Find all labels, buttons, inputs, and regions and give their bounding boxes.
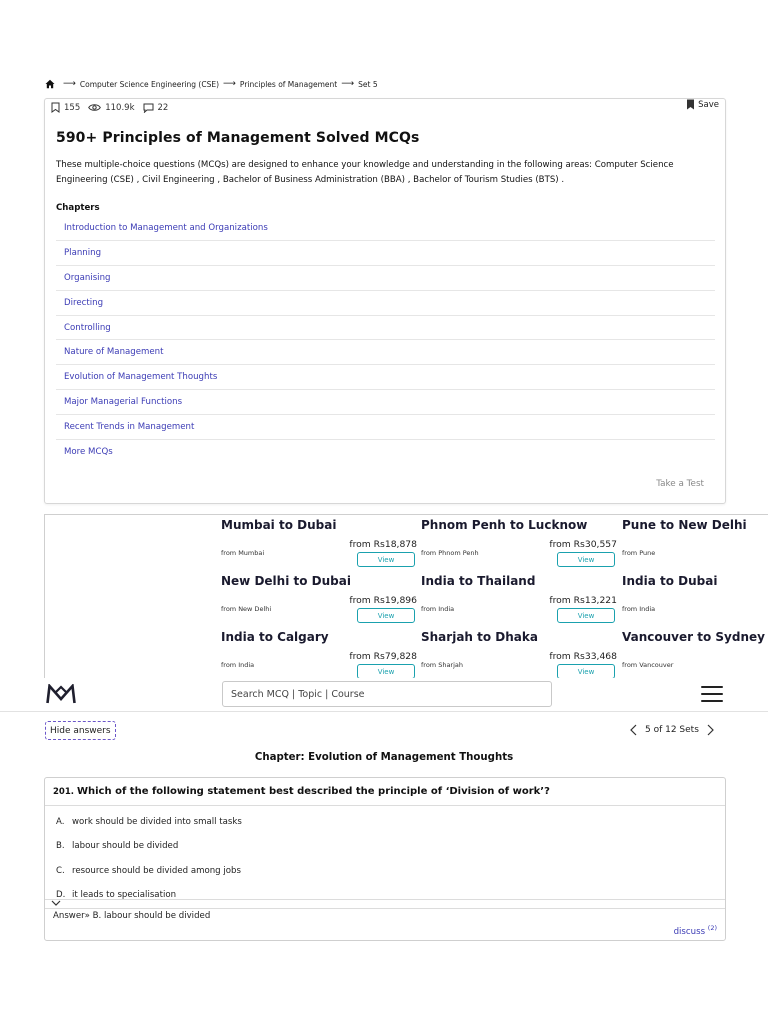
ad-route-origin: from India: [622, 605, 656, 613]
ad-route-price: from Rs18,878: [349, 539, 417, 550]
ad-route-card[interactable]: [221, 571, 417, 627]
ad-route-card[interactable]: [421, 627, 617, 678]
chapter-item: [56, 241, 715, 266]
view-count-value: 110.9k: [105, 102, 135, 113]
site-header: [0, 678, 768, 712]
chapter-link[interactable]: Directing: [64, 297, 104, 308]
comment-icon: [143, 103, 154, 113]
search-input[interactable]: [222, 681, 552, 707]
option-item[interactable]: [56, 834, 242, 858]
breadcrumb-separator: ⟶: [223, 79, 236, 89]
ad-route-title: Vancouver to Sydney: [622, 630, 765, 644]
site-logo-icon[interactable]: [46, 684, 76, 704]
ad-route-price: from Rs79,828: [349, 651, 417, 662]
chapter-link[interactable]: Evolution of Management Thoughts: [64, 372, 218, 383]
chapter-link[interactable]: Recent Trends in Management: [64, 422, 195, 433]
ad-route-card[interactable]: [622, 627, 768, 678]
discuss-count: (2): [707, 924, 717, 932]
question-header: [45, 778, 725, 806]
take-a-test-button[interactable]: Take a Test: [656, 479, 704, 489]
ad-view-button[interactable]: View: [357, 552, 415, 567]
option-letter: B.: [56, 841, 65, 852]
bookmark-count-value: 155: [64, 102, 81, 113]
ad-route-price: from Rs19,896: [349, 595, 417, 606]
chevron-right-icon: [707, 724, 714, 736]
page-title: 590+ Principles of Management Solved MCQs: [56, 130, 420, 146]
answer-toggle[interactable]: [45, 899, 725, 909]
option-text: labour should be divided: [72, 841, 179, 852]
view-count: [88, 103, 134, 113]
bookmark-filled-icon: [686, 99, 695, 110]
save-label: Save: [698, 99, 719, 110]
ad-route-price: from Rs13,221: [549, 595, 617, 606]
chapter-link[interactable]: Nature of Management: [64, 347, 164, 358]
ad-route-price: from Rs33,468: [549, 651, 617, 662]
save-button[interactable]: [686, 99, 719, 110]
ad-route-card[interactable]: [622, 515, 768, 571]
ad-view-button[interactable]: View: [557, 608, 615, 623]
comment-count[interactable]: [143, 103, 169, 113]
ad-route-origin: from Phnom Penh: [421, 549, 479, 557]
discuss-label: discuss: [673, 926, 706, 937]
option-text: resource should be divided among jobs: [72, 865, 241, 876]
option-letter: C.: [56, 865, 65, 876]
breadcrumb-separator: ⟶: [63, 79, 76, 89]
ad-view-button[interactable]: View: [357, 664, 415, 678]
ad-route-title: India to Calgary: [221, 630, 329, 644]
ad-route-card[interactable]: [421, 571, 617, 627]
ad-route-origin: from India: [421, 605, 455, 613]
more-mcqs-link[interactable]: More MCQs: [64, 447, 113, 458]
chapter-link[interactable]: Introduction to Management and Organizations: [64, 222, 268, 233]
chapter-item: [56, 316, 715, 341]
chevron-left-icon: [630, 724, 637, 736]
flight-ad-banner: [44, 514, 768, 678]
ad-route-price: from Rs30,557: [549, 539, 617, 550]
breadcrumb-separator: ⟶: [341, 79, 355, 89]
question-text: Which of the following statement best described the principle of ‘Division of work’?: [76, 786, 550, 797]
eye-icon: [88, 103, 101, 112]
next-set-button[interactable]: [705, 723, 717, 737]
ad-view-button[interactable]: View: [557, 552, 615, 567]
set-pager: [627, 723, 717, 737]
chapter-link[interactable]: Organising: [64, 272, 111, 283]
ad-route-title: Sharjah to Dhaka: [421, 630, 538, 644]
mcq-set-card: [44, 98, 726, 504]
chapter-item: [56, 390, 715, 415]
ad-route-card[interactable]: [622, 571, 768, 627]
ad-route-card[interactable]: [221, 627, 417, 678]
comment-count-value: 22: [157, 102, 169, 113]
hamburger-menu-icon[interactable]: [701, 686, 723, 702]
option-letter: D.: [56, 890, 66, 901]
chapter-heading: Chapter: Evolution of Management Thoughts: [254, 752, 514, 763]
chapter-link[interactable]: Controlling: [64, 322, 111, 333]
chapter-link[interactable]: Major Managerial Functions: [64, 397, 183, 408]
breadcrumb-item-principles[interactable]: Principles of Management: [239, 79, 338, 89]
option-item[interactable]: [56, 810, 242, 834]
option-text: work should be divided into small tasks: [72, 817, 242, 828]
stats-bar: [51, 102, 176, 113]
previous-set-button[interactable]: [627, 723, 639, 737]
ad-route-title: New Delhi to Dubai: [221, 574, 351, 588]
ad-view-button[interactable]: View: [557, 664, 615, 678]
hide-answers-button[interactable]: Hide answers: [45, 721, 116, 740]
breadcrumb-item-cse[interactable]: Computer Science Engineering (CSE): [79, 79, 220, 89]
ad-route-card[interactable]: [421, 515, 617, 571]
ad-route-title: India to Thailand: [421, 574, 536, 588]
ad-view-button[interactable]: View: [357, 608, 415, 623]
chapter-item: [56, 291, 715, 316]
ad-route-origin: from Sharjah: [421, 661, 464, 669]
ad-route-origin: from Mumbai: [221, 549, 265, 557]
ad-route-origin: from Pune: [622, 549, 656, 557]
ad-route-origin: from Vancouver: [622, 661, 674, 669]
option-letter: A.: [56, 817, 65, 828]
question-number: 201.: [53, 786, 74, 797]
chevron-down-icon: [51, 900, 61, 907]
chapter-item: [56, 415, 715, 440]
answer-text: Answer» B. labour should be divided: [53, 911, 211, 921]
breadcrumb: [45, 78, 378, 90]
ad-route-card[interactable]: [221, 515, 417, 571]
ad-route-title: Pune to New Delhi: [622, 518, 747, 532]
chapters-heading: Chapters: [56, 203, 100, 213]
page-description: These multiple-choice questions (MCQs) are designed to enhance your knowledge and understanding in the following areas: Computer Science Engineering (CSE) , Civil Engineering , Bachelor of Business Administration (BBA) , Bachelor of Tourism Studies (BTS) .: [56, 160, 674, 185]
chapter-item: [56, 340, 715, 365]
option-text: it leads to specialisation: [72, 890, 177, 901]
chapter-item: [56, 216, 715, 241]
home-icon[interactable]: [45, 79, 55, 89]
pager-text: 5 of 12 Sets: [645, 725, 699, 735]
ad-route-title: Phnom Penh to Lucknow: [421, 518, 588, 532]
ad-route-origin: from New Delhi: [221, 605, 272, 613]
breadcrumb-item-set[interactable]: Set 5: [358, 79, 378, 89]
option-list: [56, 810, 242, 907]
chapter-link[interactable]: Planning: [64, 247, 102, 258]
option-item[interactable]: [56, 859, 242, 883]
chapter-item: [56, 266, 715, 291]
bookmark-count[interactable]: [51, 102, 80, 113]
ad-route-title: Mumbai to Dubai: [221, 518, 337, 532]
discuss-link[interactable]: [674, 924, 717, 937]
question-card: [44, 777, 726, 941]
ad-route-title: India to Dubai: [622, 574, 718, 588]
bookmark-outline-icon: [51, 102, 60, 113]
chapter-item: [56, 440, 715, 465]
ad-route-origin: from India: [221, 661, 255, 669]
chapter-item: [56, 365, 715, 390]
chapter-list: [56, 216, 715, 465]
